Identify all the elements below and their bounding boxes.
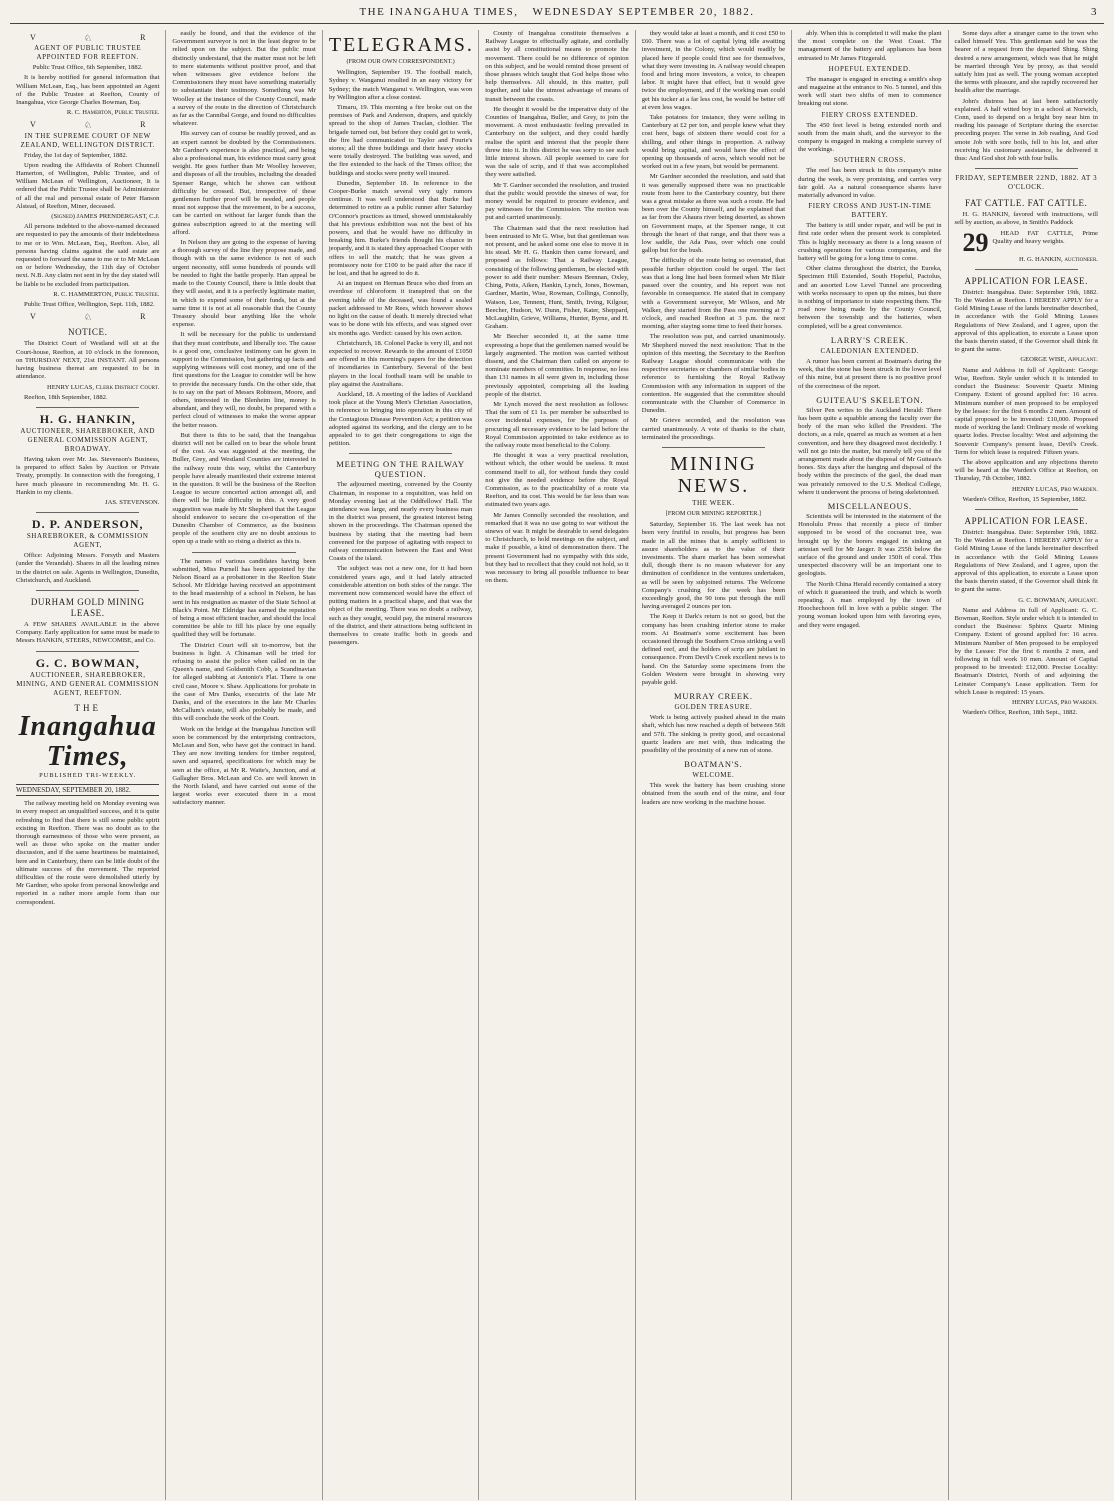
page-number: 3 <box>1091 6 1098 18</box>
issue-date: WEDNESDAY, SEPTEMBER 20, 1882. <box>16 784 159 796</box>
royal-crest-3: V ♘ R <box>30 312 146 323</box>
divider <box>662 447 765 448</box>
court-title: IN THE SUPREME COURT OF NEW ZEALAND, WELLINGTON DISTRICT. <box>20 131 155 149</box>
guiteau-heading: GUITEAU'S SKELETON. <box>816 394 924 405</box>
royal-crest-2: V ♘ R <box>30 120 146 131</box>
lease-2-title: APPLICATION FOR LEASE. <box>964 515 1088 526</box>
newspaper-logo: THE Inangahua Times, PUBLISHED TRI-WEEKLY. <box>18 702 157 779</box>
divider <box>975 269 1078 270</box>
larrys-creek-heading: LARRY'S CREEK. <box>830 334 909 345</box>
notice-title: NOTICE. <box>67 327 108 338</box>
header-date: WEDNESDAY SEPTEMBER 20, 1882. <box>532 6 755 18</box>
head-count: 29 <box>962 227 989 257</box>
murray-creek-heading: MURRAY CREEK. <box>674 691 753 702</box>
telegrams-heading: TELEGRAMS. <box>328 34 474 56</box>
divider <box>36 407 139 408</box>
crest-icon: ♘ <box>83 120 92 131</box>
boatmans-heading: BOATMAN'S. <box>684 759 743 770</box>
divider <box>36 590 139 591</box>
hankin-title: H. G. HANKIN, <box>39 411 136 426</box>
bowman-title: G. C. BOWMAN, <box>35 655 140 670</box>
divider <box>36 512 139 513</box>
column-4: County of Inangahua constitute themselves a Railway League to effectually agitate, and cordially assist by all constitutional means to promote the movement. There could be no difference of opinion on this subject, and he would remind those present of those phrases which taught that God helps those who help themselves. All should, in this matter, pull together, and take the utmost advantage of means of transit between the coasts. He thought it would be the imperative duty of the Counties of Inangahua, Buller, and Grey, to join the movement. A most enthusiastic feeling prevailed in Canterbury on the subject, and they could hardly realise the spirit and interest that the people there threw into it. In this district he was sorry to see such little interest shown. All people seemed to care for was the sale of scrip, and if that was accomplished they were satisfied. Mr T. Gardner seconded the resolution, and trusted that the public would provide the sinews of war, for money would be required to procure evidence, and pay witnesses for the Commission. The motion was put and carried unanimously. The Chairman said that the next resolution had been entrusted to Mr G. Wise, but that gentleman was not present, and he asked some one else to move it in his stead. Mr H. G. Hankin then came forward, and proposed as follows: That a Railway League, consisting of the following gentlemen, be elected with power to add their number: Messrs Brennan, Oxley, Ching, Potts, Aiken, Hankin, Lynch, Jones, Bowman, Gardner, Martin, Wise, Rowman, Collings, Connolly, Watson, Lee, Tennent, Hunt, Smith, Irving, Kilgour, Beecher, Hudson, W. Dunn, Fisher, Kater, Sheppard, McLaughlin, Grieve, Williams, Hunter, Byrne, and H. Graham. Mr Beecher seconded it, at the same time expressing a hope that the gentlemen named would be largely augmented. The motion was carried without dissent, and the Chairman then called on anyone to nominate members of committee. In response, no less than 131 names in all were given in, including those previously appointed, comprising all the leading people of the district. Mr Lynch moved the next resolution as follows: That the sum of £1 1s. per member be subscribed to cover incidental expenses, for the purposes of procuring all necessary evidence to be laid before the Royal Commission appointed to take evidence as to the railway route most beneficial to the Colony. He thought it was a very practical resolution, without which, the other would be useless. It must commend itself to all, for without funds they could not give the needed evidence before the Royal Commission, as to the practicability of a route via Reefton, and its cost. This would be far less than was estimated two years ago. Mr James Connolly seconded the resolution, and remarked that it was no use going to war without the sinews of war. It might be desirable to send delegates to Christchurch, to hold meetings on the subject, and make if possible, a kind of demonstration there. The present Government had no sympathy with this side, but they had to recollect that they could not hold, so it was necessary to bring all possible influence to bear on them. <box>479 30 635 1500</box>
divider <box>349 453 452 454</box>
crest-icon: ♘ <box>83 33 92 43</box>
durham-title: DURHAM GOLD MINING LEASE. <box>30 596 145 618</box>
miscellaneous-heading: MISCELLANEOUS. <box>827 500 912 511</box>
railway-meeting-heading: MEETING ON THE RAILWAY QUESTION. <box>336 459 465 480</box>
header-title: THE INANGAHUA TIMES, <box>359 6 519 18</box>
trustee-title: AGENT OF PUBLIC TRUSTEE APPOINTED FOR REEFTON. <box>34 44 142 62</box>
running-header <box>10 6 1104 24</box>
divider <box>975 168 1078 169</box>
column-7: Some days after a stranger came to the town who called himself Yeu. This gentleman said he was the bearer of a request from the departed Shing. Shing desired a new arrangement, which was that he might be married through Yeu by proxy, as that would satisfy him just as well. The young woman accepted the terms with pleasure, and she rapidly recovered her health after the marriage. John's distress has at last been satisfactorily explained. A half witted boy in a school at Norwich, Conn, used to depend on a bright boy near him in reading his passage of Scripture during the exercise preceding prayer. The verse in Job reading, And God smote Job with sore boils, fell to his lot, and after receiving his customary assistance, he delivered it thus: And God shot Job with four bulls. FRIDAY, SEPTEMBER 22ND, 1882. AT 3 O'CLOCK. FAT CATTLE. FAT CATTLE. H. G. HANKIN, favored with instructions, will sell by auction, as above, in Smith's Paddock 29 HEAD FAT CATTLE, Prime Quality and heavy weights. H. G. HANKIN, auctioneer. APPLICATION FOR LEASE. District: Inangahua. Date: September 19th, 1882. To the Warden at Reefton. I HEREBY APPLY for a Gold Mining Lease of the lands hereinafter described, in accordance with the Gold Mining Leases Regulations of New Zealand, and I agree, upon the approval of this application, to execute a Lease upon the basis therein stated, if the Governor shall think fit to grant the same. GEORGE WISE, Applicant. Name and Address in full of Applicant: George Wise, Reefton. Style under which it is intended to conduct the Business: Souvenir Quartz Mining Company. Extent of ground applied for: 16 acres. Minimum number of men proposed to be employed by the lessee: for the first 6 months 2 men. Amount of capital proposed to be invested: £10,000. Proposed mode of working the land: Ordinary mode of working quartz lodes. Precise locality: West and adjoining the Souvenir Company's present lease, Devil's Creek. Term for which lease is required: Fifteen years. The above application and any objections thereto will be heard at the Warden's Office at Reefton, on Thursday, 7th October, 1882. HENRY LUCAS, Pro Warden. Warden's Office, Reefton, 15 September, 1882. APPLICATION FOR LEASE. District: Inangahua. Date: September 19th, 1882. To the Warden at Reefton. I HEREBY APPLY for a Gold Mining Lease of the lands hereinafter described in accordance with the Gold Mining Leases Regulations of New Zealand, and I agree, upon the approval of this application, to execute a Lease upon the basis therein stated, if the Governor shall think fit to grant the same. G. C. BOWMAN, Applicant. Name and Address in full of Applicant: G. C. Bowman, Reefton. Style under which it is intended to conduct the Business: Sphinx Quartz Mining Company. Extent of ground applied for: 16 acres. Minimum Number of Men proposed to be employed by the Lessee: For the first 6 months 2 men, and following in full work 10 men. Amount of Capital proposed to be invested: £12,000. Precise Locality: Boatman's District, North of and adjoining the Leinster Company's Lease application. Term for which Lease is required: 15 years. HENRY LUCAS, Pro Warden. Warden's Office, Reefton, 18th Sept., 1882. <box>954 30 1098 717</box>
royal-crest: V ♘ R <box>30 33 146 43</box>
sale-date: FRIDAY, SEPTEMBER 22ND, 1882. AT 3 O'CLOCK. <box>955 174 1098 192</box>
crest-icon: ♘ <box>83 312 92 323</box>
fat-cattle-title: FAT CATTLE. FAT CATTLE. <box>965 198 1088 209</box>
column-3: TELEGRAMS. (FROM OUR OWN CORRESPONDENT.) Wellington, September 19. The football match, Sydney v. Wanganui resulted in an easy victory for Sydney; the match Wanganui v. Wellington, was won by Wellington after a close contest. Timaru, 19. This morning a fire broke out on the premises of Park and Anderson, drapers, and quickly spread to the shop of James Traclan, clothier. The brigade turned out, but before they could get to work, the fire had communicated to Taylor and Fourie's stores; all the three buildings and their heavy stocks were totally destroyed. The building was saved, and the fire extended to the back of the Times office; the buildings and stocks were pretty well insured. Dunedin, September 18. In reference to the Cooper-Burke match several very ugly rumors continue. It was well understood that Burke had determined to retire as a public runner after Saturday O'Connor's practices as timed, showed unmistakeably that his previous exhibition was not the best of his powers, and that he would have no difficulty in breaking him. Burke's friends thought his chance in jeopardy, and it is stated they approached Cooper with offers to sell the match; that he was given a promissory note for £100 to be paid after the race if he lost, and that he agreed to do it. At an inquest on Herman Bruce who died from an overdose of chloroform it transpired that on the evening table of the deceased, was found a sealed packet addressed to Mr Rees, which however shows no light on the cause of death. It merely directed what was to be done with his effects, and was signed over six months ago. Verdict: caused by his own action. Christchurch, 18. Colonel Packe is very ill, and not expected to recover. Rewards to the amount of £1050 are offered in this morning's papers for the detection of incendiaries in Canterbury. Several of the best players in the local football team will be unable to play against the Australians. Auckland, 18. A meeting of the ladies of Auckland took place at the Young Men's Christian Association, in reference to bringing into operation in this city of the Contagious Disease Prevention Act; a petition was adopted against its working, and the clergy are to be appealed to to get their congregations to sign the petition. MEETING ON THE RAILWAY QUESTION. The adjourned meeting, convened by the County Chairman, in response to a requisition, was held on Monday evening last at the Oddfellows' Hall. The attendance was large, and nearly every business man in the district was present, the greatest interest being shown in the proceedings. The Chairman opened the business by stating that the meeting had been convened for the purpose of agitating with respect to railway communication between the East and West Coasts of the island. The subject was not a new one, for it had been considered years ago, and it had lately attracted considerable attention on both sides of the range. The movement now commenced would have the effect of putting matters in a practical shape, and that was the object of the meeting. There was no doubt a railway, such as they sought, would pay, the mineral resources of the district, and their attractions being sufficient in themselves to create traffic both in goods and passengers. <box>323 30 479 1500</box>
column-1: V ♘ R AGENT OF PUBLIC TRUSTEE APPOINTED FOR REEFTON. Public Trust Office, 6th September, 1882. It is hereby notified for general information that William McLean, Esq., has been appointed an Agent of the Public Trustee at Reefton, County of Inangahua, vice George Charles Bowman, Esq. R. C. Hamerton, Public Trustee. V ♘ R IN THE SUPREME COURT OF NEW ZEALAND, WELLINGTON DISTRICT. Friday, the 1st day of September, 1882. Upon reading the Affidavits of Robert Chunnell Hamerton, of Wellington, Public Trustee, and of William McLean of Wellington, Auctioneer, It is ordered that the Public Trustee shall be Administrator of all the real and personal estate of Peter Hanson Alstead, of Reefton, Miner, deceased. (Signed) JAMES PRENDERGAST, C.J. All persons indebted to the above-named deceased are requested to pay the amounts of their indebtedness to me or to Wm. McLean, Esq., Reefton. Also, all persons having claims against the said estate are requested to forward the same to me or to Mr McLean on or before Wednesday, the 11th day of October next. N.B. Any claim not sent in by the day stated will be liable to be excluded from participation. R. C. HAMMERTON, Public Trustee. Public Trust Office, Wellington, Sept. 11th, 1882. V ♘ R NOTICE. The District Court of Westland will sit at the Court-house, Reefton, at 10 o'clock in the forenoon, on THURSDAY NEXT, 21st INSTANT. All persons having business thereat are requested to be in attendance. HENRY LUCAS, Clerk District Court. Reefton, 18th September, 1882. H. G. HANKIN, AUCTIONEER, SHAREBROKER, AND GENERAL COMMISSION AGENT, BROADWAY. Having taken over Mr. Jas. Stevenson's Business, is prepared to effect Sales by Auction or Private Treaty, promptly. In connection with the foregoing, I have much pleasure in recommending Mr. H. G. Hankin to my clients. JAS. STEVENSON. D. P. ANDERSON, SHAREBROKER, & COMMISSION AGENT, Office: Adjoining Messrs. Forsyth and Masters (under the Verandah). Shares in all the leading mines in the district on sale. Agents in Wellington, Dunedin, Christchurch, and Auckland. DURHAM GOLD MINING LEASE. A FEW SHARES AVAILABLE in the above Company. Early application for same must be made to Messrs HANKIN, STEERS, NEWCOMBE, and Co. G. C. BOWMAN, AUCTIONEER, SHAREBROKER, MINING, AND GENERAL COMMISSION AGENT, REEFTON. THE Inangahua Times, PUBLISHED TRI-WEEKLY. WEDNESDAY, SEPTEMBER 20, 1882. The railway meeting held on Monday evening was in every respect an unqualified success, and it is quite refreshing to find that there is still some public spirit existing in Reefton. There was no doubt as to the thorough earnestness of those who were present, as well as those who spoke on the matter under discussion, and if the same heartiness be maintained, here and in Canterbury, there can be little doubt of the ultimate success of the movement. The reported difficulties of the route were demolished utterly by Mr Gardner, who spoke from personal knowledge and reported in a rather more ample form than our correspondent. <box>10 30 166 1500</box>
lease-1-title: APPLICATION FOR LEASE. <box>964 275 1088 286</box>
column-6: ably. When this is completed it will make the plant the most complete on the West Coast. The management of the battery and appliances has been entrusted to Mr James Fitzgerald. HOPEFUL EXTENDED. The manager is engaged in erecting a smith's shop and magazine at the entrance to No. 5 tunnel, and this work will start two shifts of men to commence breaking out stone. FIERY CROSS EXTENDED. The 450 feet level is being extended north and south from the main shaft, and the surveyor to the company is engaged in making a complete survey of the workings. SOUTHERN CROSS. The reef has been struck in this company's mine during the week, is very promising, and carries very fair gold. As a natural consequence shares have materially advanced in value. FIERY CROSS AND JUST-IN-TIME BATTERY. The battery is still under repair, and will be put in first rate order when the present work is completed. This is highly necessary as there is a long season of crushing operations for various companies, and the battery will be going for a long time to come. Other claims throughout the district, the Eureka, Specimen Hill Extended, South Hopeful, Pactolus, and an assorted Low Level Tunnel are proceeding with works necessary to open up the mines, but there is nothing of importance to state respecting them. The road now being made by the County Council, between the township and the batteries, when completed, will be a great convenience. LARRY'S CREEK. CALEDONIAN EXTENDED. A rumor has been current at Boatman's during the week, that the stone has been struck in the lower level of this mine, but at present there is no positive proof of the correctness of the report. GUITEAU'S SKELETON. Silver Pen writes to the Auckland Herald: There has been quite a squabble among the faculty over the body of the man who killed the President. The doctors, as a rule, quarrel as much as women at a hen convention, and here they disagreed most decidedly. I will not go into the matter, but merely tell you of the arrangement made about the disposal of Mr Guiteau's bones. Six days after the hanging and disposal of the body within the precincts of the gaol, the dead man was privately removed to the U.S. Medical College, where it underwent the process of being skeletonised. MISCELLANEOUS. Scientists will be interested in the statement of the Honolulu Press that recently a piece of timber supposed to be wood of the cocoanut tree, was brought up by the borers engaged in sinking an artesian well for Mr Jaeger. It was 255ft below the surface of the ground and under 150ft of coral. This unexpected discovery will be an important one to geologists. The North China Herald recently contained a story of which it guaranteed the truth, and which is worth repeating. A man employed by the town of Hoochechoon fell in love with a public singer. The young woman looked upon him with favoring eyes, and they were engaged. <box>792 30 948 1500</box>
leading-article: The railway meeting held on Monday evening was in every respect an unqualified success, and it is quite refreshing to find that there is still some public spirit existing in Reefton. There was no doubt as to the thorough earnestness of those who were present, as well as those who spoke on the matter under discussion, and if the same heartiness be maintained, here and in Canterbury, there can be little doubt of the ultimate success of the movement. The reported difficulties of the route were demolished utterly by Mr Gardner, who spoke from personal knowledge and reported in a rather more ample form than our correspondent. <box>16 800 160 906</box>
anderson-title: D. P. ANDERSON, <box>31 517 144 532</box>
divider <box>192 552 295 553</box>
mining-news-heading: MINING NEWS. <box>670 452 757 497</box>
divider <box>36 651 139 652</box>
columns <box>10 30 1104 1500</box>
column-5: they would take at least a month, and it cost £50 to £60. There was a lot of capital lying idle awaiting investment, in the Colony, which would readily be placed here if people could first see for themselves, what they were investing in. A railway would cheapen food and bring more investors, a voice, to cheapen labor. It might have that effect, but it would give twice the employment, and if the working man could get his tucker at a far less cost, he would be better off at even less wages. Take potatoes for instance, they were selling in Canterbury at £2 per ton, and people knew what they cost here, bags of sixteen there would cost for a shilling, and other things in proportion. A railway would bring capital, and would have the effect of opening up thousands of acres, which would not be worked out in a few years, but would be permanent. Mr Gardner seconded the resolution, and said that it was generally supposed there was no practicable route from here to the Canterbury country, but there was a great mistake as there was such a route. He had been over the County himself, and he explained that as far from the Ahaura river being deserted, as shown on Government maps, at the Spenser range, it cut through the heart of that range, and that there was a low saddle, the Ada Pass, over which one could gallop but for the bush. The difficulty of the route being so overrated, that possible further objection could be urged. The fact was that a long line had been formed when Mr Blair passed over the country, and his report was not favorable in consequence. He stated that in company with a Government surveyor, Mr Wilson, and Mr Walker, they started from the Pass one morning at 7 o'clock, and reached Reefton at 3 p.m. the next morning, after staying some time to feed their horses. The resolution was put, and carried unanimously. Mr Shepherd moved the next resolution: That in the opinion of this meeting, the Secretary to the Reefton Railway League should communicate with the respective secretaries or chambers of similar bodies in reference to furnishing the Royal Railway Commission with any information in support of the contention. He suggested that the committee should communicate with the Chamber of Commerce in Dunedin. Mr Grieve seconded, and the resolution was carried unanimously. A vote of thanks to the chair, terminated the proceedings. MINING NEWS. THE WEEK. [FROM OUR MINING REPORTER.] Saturday, September 16. The last week has not been very fruitful in results, but progress has been made in all the mines that is amply sufficient to assure shareholders as to the value of their investments. The share market has been somewhat dull, though there is no reason whatever for any diminution of confidence in the ventures undertaken, as will be seen by subjoined returns. The Welcome Company's crushing for the week has been exceedingly good, the 90 tons put through the mill having averaged 2 ounces per ton. The Keep it Dark's return is not so good, but the company has been crushing inferior stone to make room. At Boatman's some excitement has been occasioned through the Southern Cross striking a well defined reef, and the holders of scrip are jubilant in consequence. From Devil's Creek excellent news is to hand. On the Saturday some specimens from the Golden Western were brought in showing very payable gold. MURRAY CREEK. GOLDEN TREASURE. Work is being actively pushed ahead in the main shaft, which has now reached a depth of between 56ft and 57ft. The sinking is pretty good, and occasional quartz leaders are met with, thus indicating the possibility of the proximity of a new run of stone. BOATMAN'S. WELCOME. This week the battery has been crushing stone obtained from the south end of the mine, and four leaders are now working in the machine house. <box>636 30 792 1500</box>
trustee-body: It is hereby notified for general information that William McLean, Esq., has been appointed an Agent of the Public Trustee at Reefton, County of Inangahua, vice George Charles Bowman, Esq. <box>16 74 160 107</box>
divider <box>975 509 1078 510</box>
column-2: easily be found, and that the evidence of the Government surveyor is not in the least degree to be relied upon on the subject. But the public must distinctly understand, that the matter must not be left to mere statements without positive proof, and that when witnesses give evidence before the Commissioners they must have something materially to substantiate their testimony. Something was Mr Woolley at the instance of the County Council, made a survey of the route in the direction of Christchurch as far as the Cannibal Gorge, and found no difficulties whatever. His survey can of course be readily proved, and as an expert cannot be doubted by the Commissioners. Mr Gardner's experience is also practical, and being also a professional man, his evidence must carry great weight. He goes further than Mr Woolley however, and disposes of all the troubles, including the dreaded Spenser Range, which he shows can without difficulty be crossed. But, irrespective of these gentlemen further proof will be needed, and people must not suppose that the movement, to be a success, can be carried on without far larger funds than the guinea subscription agreed to at the meeting will afford. In Nelson they are going to the expense of having a thorough survey of the line they propose made, and though with us the same evidence is not of such urgent necessity, still some hundreds of pounds will be needed to fight the battle properly. Han appeal be made to the County Council, there is little doubt that they will assist, and it is a perfectly legitimate matter, in which to expend some of their funds, but at the same time it is not at all reasonable that the County Treasury should bear anything like the whole expense. It will be necessary for the public to understand that they must contribute, and liberally too. The cause is a good one, conclusive testimony can be given in support to the Commission, but gathering up facts and supplying witnesses will cost money, and one of the first questions for the League to consider will be how to provide the necessary funds. On the other side, that is to say on the part of Messrs Robinson, Moore, and others, interested in the Blenheim line, money is abundant, and they will, no doubt, be prepared with a perfect cloud of witnesses to make the worse appear the better reason. But there is this to be said, that the Inangahua district will not be called on to bear the whole brunt of the cost. As was suggested at the meeting, the Buller, Grey, and Westland Counties are interested in the railway route this way, whilst the Canterbury people have already manifested their extreme interest in the question. It will be the business of the Reefton League to secure concerted action amongst all, and there will be little difficulty in this. A very good suggestion was made by Mr Shepherd that the League should endeavor to secure the co-operation of the Dunedin Chamber of Commerce, as the business people of the southern city are no doubt anxious to open up a trade with so rising a district as this is. The names of various candidates having been submitted, Miss Purnell has been appointed by the Nelson Board as a probationer in the Reefton State School. Mr Eldridge having received an appointment to the head mastership of a school in Nelson, he has sent in his resignation as master of the State School at Black's Point. Mr Eldridge has earned the reputation of being a most efficient teacher, and should the local committee be able to fill his place by one equally qualified they will be fortunate. The District Court will sit to-morrow, but the business is light. A Chinaman will be tried for refusing to assist the police when called on in the Queen's name, and Goldsmith Cobb, a Scandinavian for alleged stabbing at Antonio's Flat. There is one civil case, Moore v. Shaw. Applications for probate in the case of Mrs Danks, executrix of the late Mr Danks, and of the executors in the late Mr Charles McCallum's estate, will also probably be made, and this will conclude the work of the Court. Work on the bridge at the Inangahua Junction will soon be commenced by the enterprising contractors, McLean and Son, who have got the contract in hand. They are now inviting tenders for timber required, sawn and squared, specifications for which may be seen at the office, at Mr R. Waite's, Junction, and at Gallagher Bros. McLean and Co. are well known in the North Island, and have carried out some of the largest works ever executed there in a most satisfactory manner. <box>166 30 322 1500</box>
